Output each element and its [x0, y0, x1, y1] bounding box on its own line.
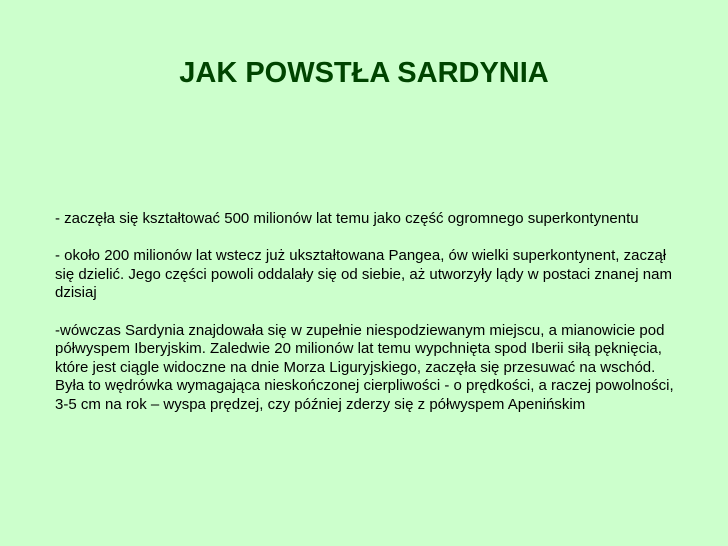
- paragraph-migration: -wówczas Sardynia znajdowała się w zupełnie niespodziewanym miejscu, a mianowicie pod półwyspem Iberyjskim. Zaledwie 20 milionów lat temu wypchnięta spod Iberii siłą pęknięcia, które jest ciągle widoczne na dnie Morza Liguryjskiego, zaczęła się przesuwać na wschód. Była to wędrówka wymagająca nieskończonej cierpliwości - o prędkości, a raczej powolności, 3-5 cm na rok – wyspa prędzej, czy później zderzy się z półwyspem Apenińskim: [55, 321, 674, 413]
- paragraph-pangea: - około 200 milionów lat wstecz już ukształtowana Pangea, ów wielki superkontynent, zaczął się dzielić. Jego części powoli oddalały się od siebie, aż utworzyły lądy w postaci znanej nam dzisiaj: [55, 247, 672, 302]
- slide-body: [55, 210, 680, 415]
- paragraph-origin: - zaczęła się kształtować 500 milionów lat temu jako część ogromnego superkontynentu: [55, 210, 639, 227]
- slide-title: JAK POWSTŁA SARDYNIA: [179, 57, 549, 89]
